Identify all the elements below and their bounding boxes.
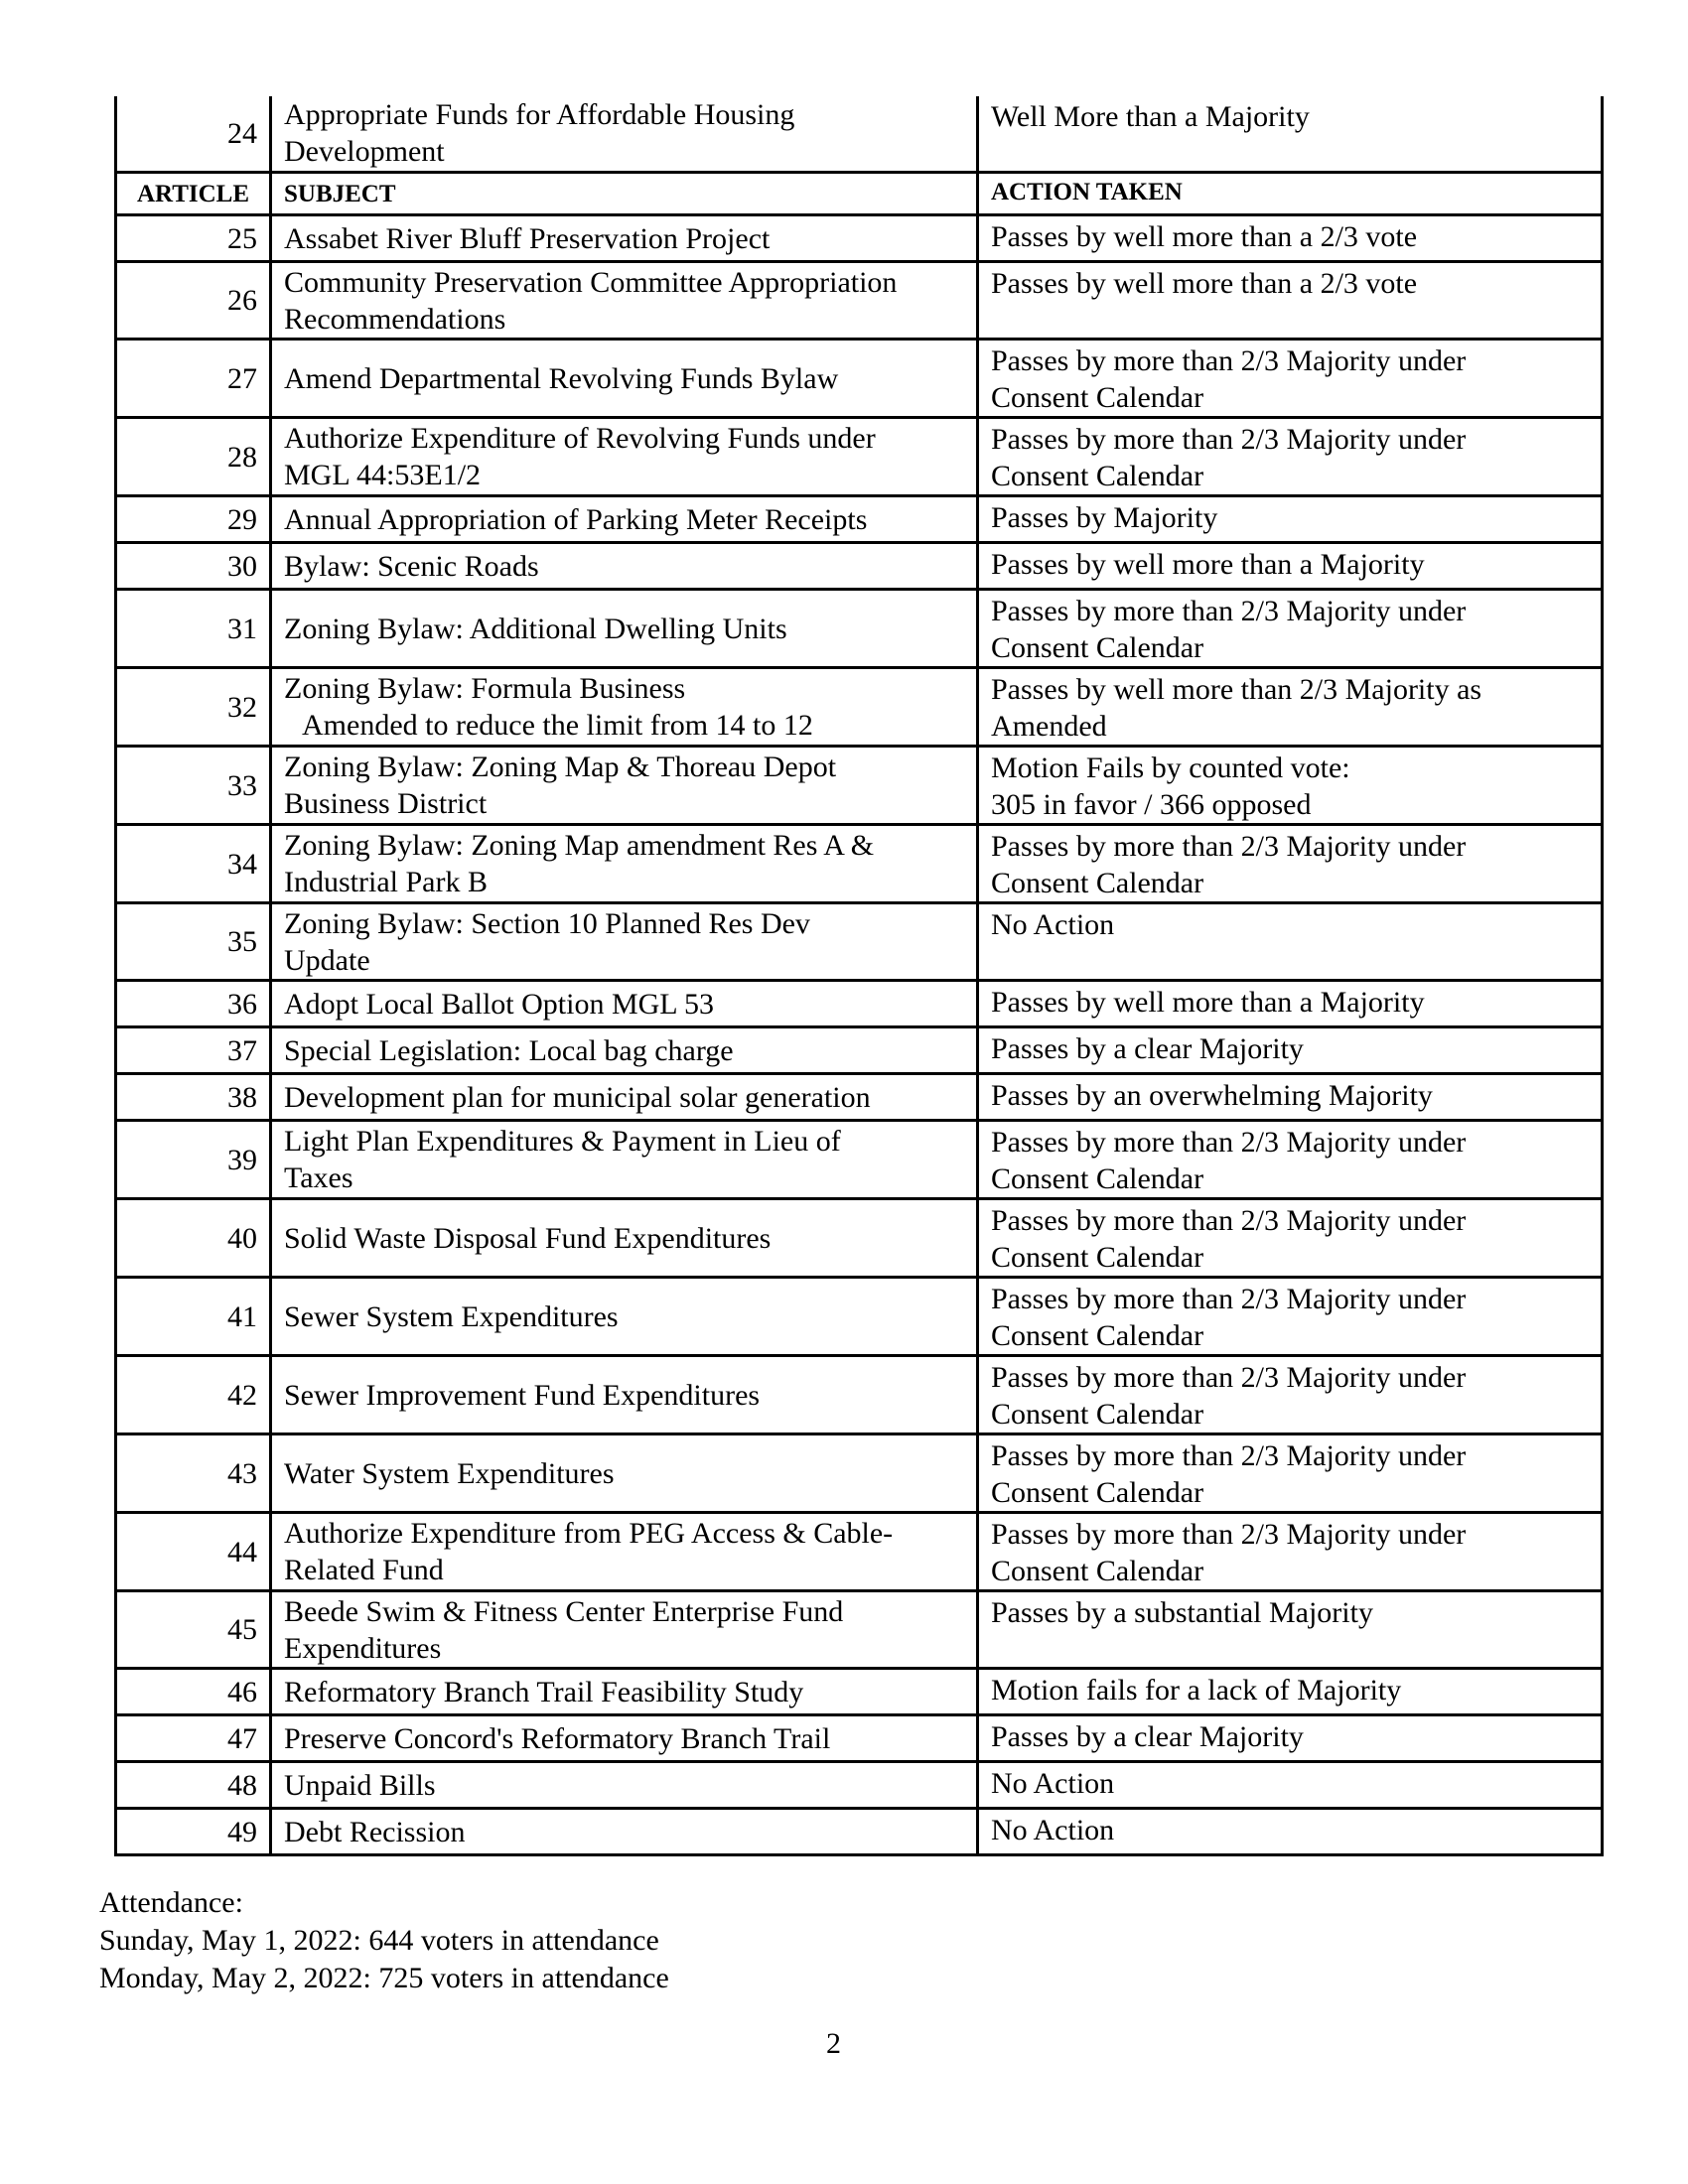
subject-cell (271, 1027, 978, 1074)
subject-cell (271, 590, 978, 668)
subject-line: Related Fund (284, 1554, 444, 1586)
table-row (116, 340, 1603, 418)
table-header-row (116, 173, 1603, 215)
article-number: 32 (116, 668, 271, 747)
action-line: Passes by a clear Majority (991, 1032, 1304, 1065)
article-number: 30 (116, 543, 271, 590)
subject-cell (271, 668, 978, 747)
article-number: 44 (116, 1513, 271, 1591)
subject-line: Industrial Park B (284, 866, 488, 898)
action-line: Passes by well more than a 2/3 vote (991, 220, 1418, 253)
action-line: No Action (991, 1814, 1115, 1846)
action-cell (978, 262, 1603, 340)
action-line: Passes by a substantial Majority (991, 1596, 1373, 1629)
subject-cell (271, 340, 978, 418)
action-line: Consent Calendar (991, 1476, 1204, 1509)
table-row (116, 1715, 1603, 1762)
table-row (116, 1434, 1603, 1513)
action-cell (978, 1434, 1603, 1513)
subject-line: Adopt Local Ballot Option MGL 53 (284, 987, 715, 1021)
action-line: Passes by more than 2/3 Majority under (991, 1518, 1467, 1551)
subject-line: Zoning Bylaw: Zoning Map & Thoreau Depot (284, 751, 837, 783)
subject-line: Amend Departmental Revolving Funds Bylaw (284, 361, 839, 395)
article-number: 28 (116, 418, 271, 496)
subject-cell (271, 1669, 978, 1715)
article-number: 40 (116, 1199, 271, 1278)
article-number: 42 (116, 1356, 271, 1434)
subject-line: Solid Waste Disposal Fund Expenditures (284, 1221, 772, 1255)
header-article: ARTICLE (116, 173, 271, 215)
subject-cell (271, 418, 978, 496)
subject-cell (271, 1513, 978, 1591)
article-number: 46 (116, 1669, 271, 1715)
action-cell (978, 96, 1603, 173)
action-cell (978, 1027, 1603, 1074)
subject-line: Beede Swim & Fitness Center Enterprise Fund (284, 1594, 844, 1628)
subject-line: Preserve Concord's Reformatory Branch Trail (284, 1721, 831, 1755)
subject-line: Development (284, 135, 445, 168)
action-line: Passes by Majority (991, 501, 1218, 534)
action-line: Passes by more than 2/3 Majority under (991, 830, 1467, 863)
subject-line: Special Legislation: Local bag charge (284, 1033, 734, 1067)
table-row (116, 1669, 1603, 1715)
action-line: 305 in favor / 366 opposed (991, 788, 1312, 821)
header-action: ACTION TAKEN (978, 173, 1603, 215)
table-row (116, 825, 1603, 903)
action-line: Passes by more than 2/3 Majority under (991, 595, 1467, 627)
page-number: 2 (826, 2027, 841, 2060)
action-cell (978, 668, 1603, 747)
table-row (116, 1591, 1603, 1669)
article-number: 31 (116, 590, 271, 668)
action-line: Passes by well more than a Majority (991, 986, 1425, 1019)
table-row (116, 96, 1603, 173)
action-line: Consent Calendar (991, 1319, 1204, 1352)
action-line: Consent Calendar (991, 1555, 1204, 1587)
table-row (116, 1356, 1603, 1434)
action-line: Passes by an overwhelming Majority (991, 1079, 1433, 1112)
action-cell (978, 1669, 1603, 1715)
table-row (116, 418, 1603, 496)
action-cell (978, 340, 1603, 418)
subject-line: Sewer Improvement Fund Expenditures (284, 1378, 761, 1412)
table-row (116, 1762, 1603, 1809)
action-line: Passes by more than 2/3 Majority under (991, 1439, 1467, 1472)
table-row (116, 590, 1603, 668)
article-number: 45 (116, 1591, 271, 1669)
subject-cell (271, 96, 978, 173)
action-line: Consent Calendar (991, 1241, 1204, 1274)
action-line: No Action (991, 1767, 1115, 1800)
subject-cell (271, 1809, 978, 1855)
subject-cell (271, 1434, 978, 1513)
action-line: Passes by more than 2/3 Majority under (991, 1361, 1467, 1394)
table-row (116, 668, 1603, 747)
action-line: Passes by well more than a Majority (991, 548, 1425, 581)
table-row (116, 1074, 1603, 1121)
subject-cell (271, 903, 978, 981)
subject-line: Amended to reduce the limit from 14 to 12 (302, 709, 813, 742)
table-row (116, 747, 1603, 825)
article-number: 49 (116, 1809, 271, 1855)
article-number: 35 (116, 903, 271, 981)
action-cell (978, 215, 1603, 262)
action-cell (978, 981, 1603, 1027)
subject-line: Zoning Bylaw: Section 10 Planned Res Dev (284, 906, 810, 940)
subject-line: Zoning Bylaw: Additional Dwelling Units (284, 612, 787, 645)
article-number: 25 (116, 215, 271, 262)
action-line: Consent Calendar (991, 631, 1204, 664)
table-row (116, 1121, 1603, 1199)
table-row (116, 543, 1603, 590)
article-number: 26 (116, 262, 271, 340)
subject-line: Expenditures (284, 1631, 442, 1665)
action-line: Consent Calendar (991, 1162, 1204, 1195)
action-line: Passes by more than 2/3 Majority under (991, 1126, 1467, 1159)
action-cell (978, 1513, 1603, 1591)
subject-cell (271, 1278, 978, 1356)
subject-line: Appropriate Funds for Affordable Housing (284, 98, 795, 131)
action-line: Passes by more than 2/3 Majority under (991, 423, 1467, 456)
table-row (116, 215, 1603, 262)
subject-cell (271, 1199, 978, 1278)
action-cell (978, 1809, 1603, 1855)
subject-line: Light Plan Expenditures & Payment in Lieu of (284, 1125, 841, 1158)
article-number: 41 (116, 1278, 271, 1356)
action-cell (978, 1278, 1603, 1356)
article-number: 33 (116, 747, 271, 825)
action-line: No Action (991, 908, 1115, 941)
table-row (116, 1513, 1603, 1591)
article-number: 43 (116, 1434, 271, 1513)
action-cell (978, 418, 1603, 496)
header-subject: SUBJECT (271, 173, 978, 215)
subject-line: Water System Expenditures (284, 1456, 615, 1490)
subject-cell (271, 825, 978, 903)
table-row (116, 496, 1603, 543)
action-line: Motion fails for a lack of Majority (991, 1674, 1402, 1706)
action-cell (978, 1715, 1603, 1762)
subject-cell (271, 1591, 978, 1669)
action-line: Consent Calendar (991, 1398, 1204, 1431)
action-line: Passes by well more than a 2/3 vote (991, 267, 1418, 300)
table-row (116, 1199, 1603, 1278)
subject-cell (271, 747, 978, 825)
action-cell (978, 1591, 1603, 1669)
article-number: 38 (116, 1074, 271, 1121)
subject-line: Authorize Expenditure from PEG Access & Cable- (284, 1517, 894, 1550)
action-cell (978, 903, 1603, 981)
attendance-label: Attendance: (99, 1886, 243, 1919)
action-cell (978, 825, 1603, 903)
table-row (116, 1278, 1603, 1356)
action-cell (978, 1356, 1603, 1434)
table-row (116, 262, 1603, 340)
subject-line: Business District (284, 787, 488, 820)
subject-line: Authorize Expenditure of Revolving Funds under (284, 422, 876, 455)
article-number: 47 (116, 1715, 271, 1762)
article-number: 24 (116, 96, 271, 173)
subject-cell (271, 262, 978, 340)
subject-cell (271, 1762, 978, 1809)
subject-cell (271, 981, 978, 1027)
subject-line: Update (284, 943, 370, 977)
subject-cell (271, 543, 978, 590)
subject-cell (271, 496, 978, 543)
action-cell (978, 590, 1603, 668)
action-cell (978, 1762, 1603, 1809)
action-line: Passes by more than 2/3 Majority under (991, 1204, 1467, 1237)
subject-line: MGL 44:53E1/2 (284, 459, 482, 491)
subject-cell (271, 1121, 978, 1199)
subject-line: Zoning Bylaw: Formula Business (284, 672, 686, 705)
articles-table (114, 96, 1604, 1856)
action-cell (978, 747, 1603, 825)
action-line: Consent Calendar (991, 381, 1204, 414)
article-number: 39 (116, 1121, 271, 1199)
subject-line: Unpaid Bills (284, 1768, 436, 1802)
action-line: Passes by a clear Majority (991, 1720, 1304, 1753)
action-line: Amended (991, 710, 1107, 743)
subject-line: Sewer System Expenditures (284, 1299, 619, 1333)
action-line: Passes by well more than 2/3 Majority as (991, 673, 1482, 706)
action-cell (978, 1121, 1603, 1199)
subject-line: Recommendations (284, 302, 506, 336)
table-row (116, 903, 1603, 981)
article-number: 27 (116, 340, 271, 418)
action-cell (978, 1074, 1603, 1121)
table-row (116, 981, 1603, 1027)
subject-cell (271, 1356, 978, 1434)
subject-cell (271, 1715, 978, 1762)
subject-line: Assabet River Bluff Preservation Project (284, 221, 771, 255)
action-line: Motion Fails by counted vote: (991, 751, 1350, 784)
subject-cell (271, 1074, 978, 1121)
action-line: Well More than a Majority (991, 100, 1310, 133)
article-number: 34 (116, 825, 271, 903)
article-number: 29 (116, 496, 271, 543)
subject-line: Annual Appropriation of Parking Meter Receipts (284, 502, 868, 536)
action-line: Passes by more than 2/3 Majority under (991, 344, 1467, 377)
action-cell (978, 496, 1603, 543)
article-number: 48 (116, 1762, 271, 1809)
subject-line: Reformatory Branch Trail Feasibility Study (284, 1675, 804, 1708)
article-number: 36 (116, 981, 271, 1027)
subject-line: Debt Recission (284, 1815, 466, 1848)
subject-line: Community Preservation Committee Appropriation (284, 265, 898, 299)
action-cell (978, 543, 1603, 590)
action-cell (978, 1199, 1603, 1278)
table-row (116, 1809, 1603, 1855)
action-line: Consent Calendar (991, 460, 1204, 492)
action-line: Consent Calendar (991, 867, 1204, 899)
subject-line: Bylaw: Scenic Roads (284, 549, 539, 583)
article-number: 37 (116, 1027, 271, 1074)
action-line: Passes by more than 2/3 Majority under (991, 1283, 1467, 1315)
table-row (116, 1027, 1603, 1074)
attendance-line: Sunday, May 1, 2022: 644 voters in attendance (99, 1924, 659, 1957)
subject-line: Zoning Bylaw: Zoning Map amendment Res A & (284, 829, 875, 862)
attendance-line: Monday, May 2, 2022: 725 voters in attendance (99, 1962, 669, 1994)
subject-cell (271, 215, 978, 262)
subject-line: Development plan for municipal solar generation (284, 1080, 871, 1114)
subject-line: Taxes (284, 1161, 353, 1194)
